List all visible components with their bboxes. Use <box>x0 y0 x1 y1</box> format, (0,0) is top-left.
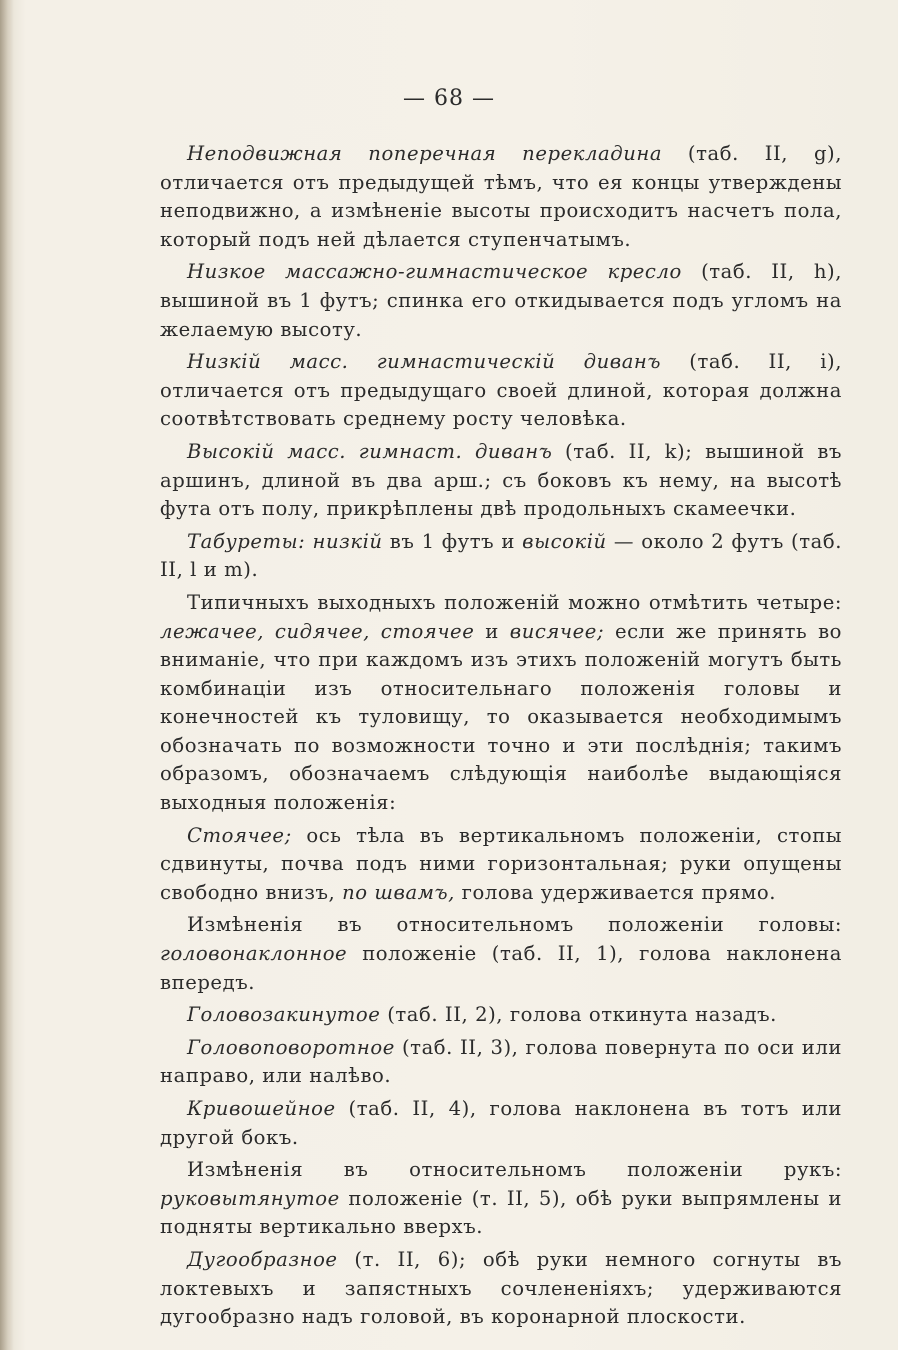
paragraph <box>160 438 842 524</box>
text-run: (таб. II, g), отличается отъ предыдущей тѣмъ, что ея концы утверждены неподвижно, а измѣненіе высоты происходитъ насчетъ пола, который подъ ней дѣлается ступенчатымъ. <box>160 142 843 251</box>
paragraph <box>160 140 842 254</box>
text-run: (таб. II, h), вышиной въ 1 футъ; спинка его откидывается подъ угломъ на желаемую высоту. <box>160 260 843 341</box>
text-run: (таб. II, 3), голова повернута по оси или направо, или налѣво. <box>160 1035 842 1088</box>
page-gutter-shadow <box>0 0 14 1350</box>
text-run: (таб. II, 2), голова откинута назадъ. <box>380 1003 777 1027</box>
text-run: (таб. II, i), отличается отъ предыдущаго своей длиной, которая должна соотвѣтствовать среднему росту человѣка. <box>160 350 842 431</box>
term: Головоповоротное <box>187 1035 395 1059</box>
text-run: положеніе (таб. II, 1), голова наклонена впередъ. <box>160 942 842 994</box>
term: Низкое массажно-гимнастическое кресло <box>187 260 682 284</box>
text-run: (таб. II, 4), голова наклонена въ тотъ или другой бокъ. <box>160 1097 842 1149</box>
text-run: (т. II, 6); обѣ руки немного согнуты въ локтевыхъ и запястныхъ сочлененіяхъ; удерживаются дугообразно надъ головой, въ коронарной плоскости. <box>160 1247 842 1329</box>
paragraph <box>160 258 842 344</box>
text-run: Типичныхъ выходныхъ положеній можно отмѣтить четыре: <box>187 590 842 614</box>
term: Неподвижная поперечная перекладина <box>187 142 663 165</box>
text-run: и <box>474 619 510 643</box>
term: висячее; <box>509 619 605 643</box>
term: головонаклонное <box>160 942 348 966</box>
term: Низкій масс. гимнастическій диванъ <box>187 350 661 374</box>
paragraph <box>160 1156 842 1242</box>
term: Стоячее; <box>187 823 292 847</box>
term: по швамъ, <box>342 880 455 904</box>
body-text <box>160 140 842 1336</box>
paragraph <box>160 348 842 434</box>
paragraph <box>160 1001 842 1030</box>
text-run: въ 1 футъ и <box>382 529 523 553</box>
term: Кривошейное <box>187 1097 336 1120</box>
page-number: — 68 — <box>403 86 495 111</box>
text-run: голова удерживается прямо. <box>454 880 776 904</box>
term: Высокій масс. гимнаст. диванъ <box>187 439 553 463</box>
paragraph <box>160 911 842 997</box>
text-run: положеніе (т. II, 5), обѣ руки выпрямлены и подняты вертикально вверхъ. <box>160 1186 842 1239</box>
text-run: Измѣненія въ относительномъ положеніи рукъ: <box>187 1158 842 1182</box>
paragraph <box>160 1095 842 1152</box>
text-run: если же принять во вниманіе, что при каждомъ изъ этихъ положеній могутъ быть комбинаціи изъ относительнаго положенія головы и конечностей къ туловищу, то оказывается необходимымъ обозначать по возможности точно и эти послѣднія; такимъ образомъ, обозначаемъ слѣдующія наиболѣе выдающіяся выходныя положенія: <box>160 619 843 815</box>
text-run: (таб. II, k); вышиной въ аршинъ, длиной въ два арш.; съ боковъ къ нему, на высотѣ фута отъ полу, прикрѣплены двѣ продольныхъ скамеечки. <box>160 439 842 521</box>
paragraph <box>160 1034 842 1091</box>
term: высокій <box>522 529 607 553</box>
term: лежачее, сидячее, стоячее <box>160 619 475 643</box>
text-run: ось тѣла въ вертикальномъ положеніи, стопы сдвинуты, почва подъ ними горизонтальная; руки опущены свободно внизъ, <box>160 823 842 904</box>
text-run: Измѣненія въ относительномъ положеніи головы: <box>187 913 842 937</box>
paragraph <box>160 589 842 818</box>
term: Дугообразное <box>187 1247 338 1271</box>
term: Табуреты: низкій <box>187 529 383 553</box>
paragraph <box>160 1246 842 1332</box>
paragraph <box>160 822 842 908</box>
paragraph <box>160 528 842 585</box>
term: Головозакинутое <box>187 1003 381 1027</box>
text-run: — около 2 футъ (таб. II, l и m). <box>160 529 842 582</box>
term: руковытянутое <box>160 1186 340 1210</box>
